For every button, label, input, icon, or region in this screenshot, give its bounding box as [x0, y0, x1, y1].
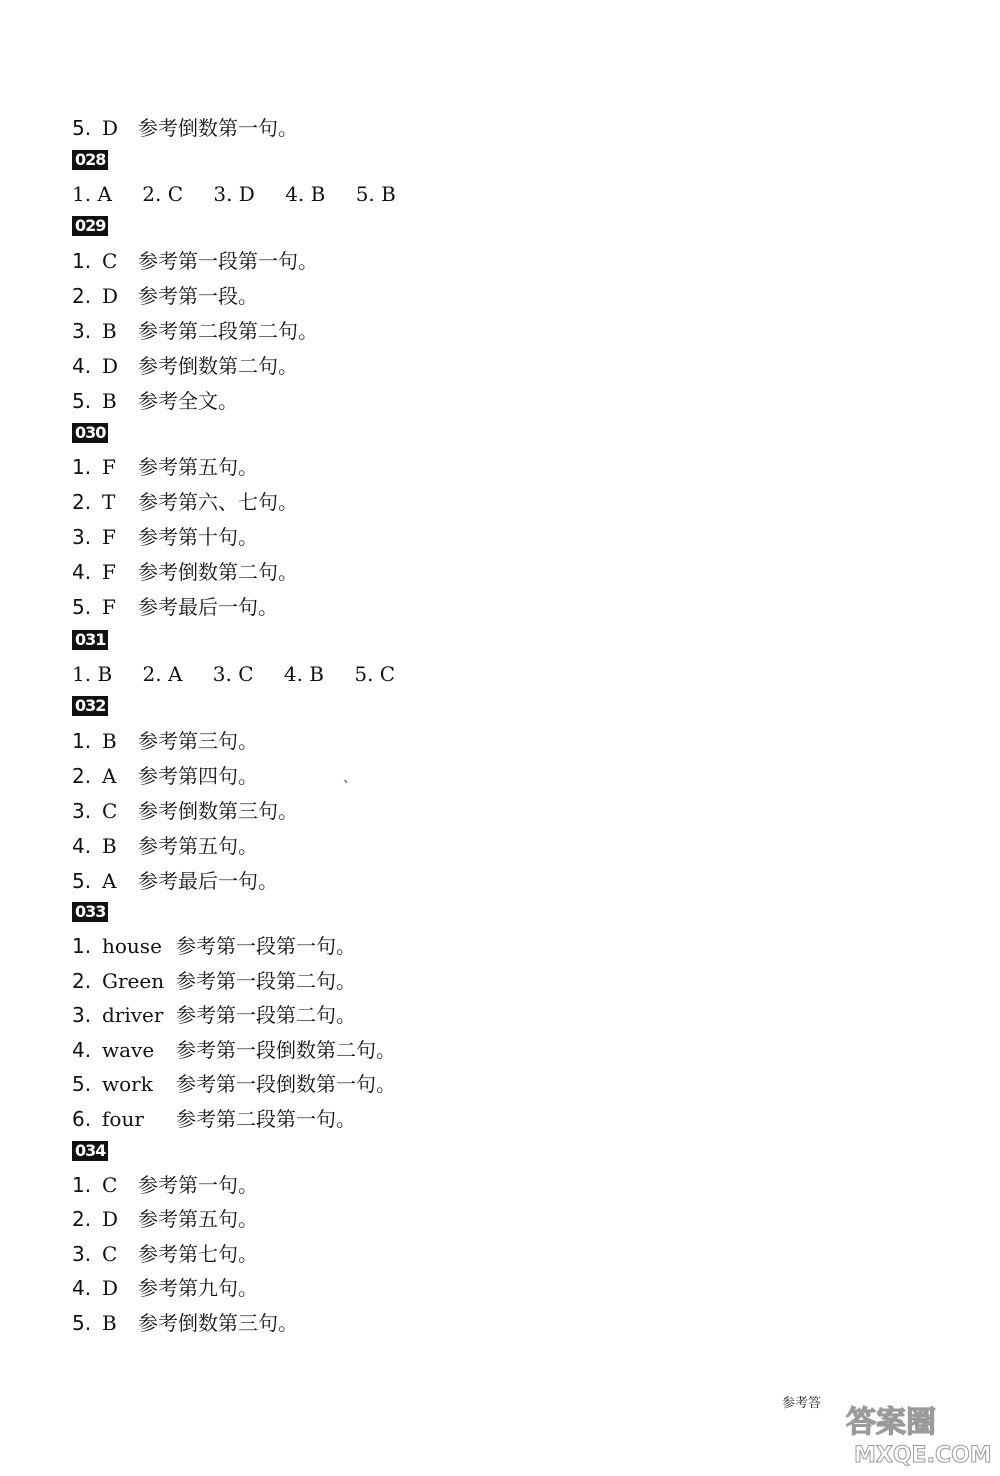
answer-note: 参考全文。	[138, 389, 238, 413]
answer-note: 参考第三句。	[138, 729, 258, 753]
answer: C	[102, 799, 118, 823]
answer-note: 参考倒数第二句。	[138, 560, 298, 584]
answer-note: 参考第四句。	[138, 764, 258, 788]
watermark-url: MXQE.COM	[854, 1443, 992, 1468]
answer: A	[102, 869, 117, 893]
section-label-033: 033	[72, 902, 108, 922]
answer-row	[72, 866, 278, 896]
answer-note: 参考第十句。	[138, 525, 258, 549]
answer: T	[102, 490, 116, 514]
answer-note: 参考第二段第二句。	[138, 319, 318, 343]
answer-note: 参考第一段第一句。	[138, 249, 318, 273]
answer-row	[72, 831, 258, 861]
answer-note: 参考第一段第一句。	[176, 934, 356, 958]
question-number: 5.	[72, 116, 92, 140]
question-number: 3.	[72, 319, 92, 343]
answer-row	[72, 966, 356, 996]
answer-note: 参考第二段第一句。	[176, 1107, 356, 1131]
watermark-text: 答案圈	[846, 1405, 936, 1440]
section-label-032: 032	[72, 696, 108, 716]
answer-note: 参考倒数第二句。	[138, 354, 298, 378]
question-number: 3.	[72, 525, 92, 549]
answer-row	[72, 452, 258, 482]
question-number: 1.	[72, 934, 92, 958]
answer-note: 参考第一段。	[138, 284, 258, 308]
answer: F	[102, 595, 116, 619]
answer-line-028	[72, 179, 420, 209]
answer-row	[72, 487, 298, 517]
answer-item: 3. D	[213, 182, 255, 206]
answer-note: 参考第六、七句。	[138, 490, 298, 514]
question-number: 2.	[72, 1207, 92, 1231]
answer: B	[102, 729, 117, 753]
question-number: 5.	[72, 595, 92, 619]
answer: driver	[102, 1003, 164, 1027]
question-number: 4.	[72, 834, 92, 858]
answer: F	[102, 455, 116, 479]
question-number: 2.	[72, 764, 92, 788]
answer-row	[72, 592, 278, 622]
answer-note: 参考第一段第二句。	[176, 969, 356, 993]
question-number: 5.	[72, 1311, 92, 1335]
answer: D	[102, 116, 119, 140]
answer: C	[102, 1242, 118, 1266]
answer-note: 参考最后一句。	[138, 869, 278, 893]
answer-row	[72, 1273, 258, 1303]
question-number: 6.	[72, 1107, 92, 1131]
answer-row	[72, 1069, 396, 1099]
answer: C	[102, 1173, 118, 1197]
answer-note: 参考倒数第三句。	[138, 1311, 298, 1335]
answer: Green	[102, 969, 165, 993]
answer: house	[102, 934, 162, 958]
answer-row	[72, 351, 298, 381]
answer-line-031	[72, 659, 419, 689]
question-number: 1.	[72, 249, 92, 273]
answer-row	[72, 316, 318, 346]
answer: work	[102, 1072, 153, 1096]
answer-item: 1. B	[72, 662, 113, 686]
question-number: 3.	[72, 1003, 92, 1027]
answer-item: 2. C	[142, 182, 183, 206]
answer-row	[72, 246, 318, 276]
answer-item: 5. B	[355, 182, 396, 206]
answer-row	[72, 1035, 396, 1065]
answer-note: 参考第一段倒数第二句。	[176, 1038, 396, 1062]
answer-item: 4. B	[283, 662, 324, 686]
answer-row	[72, 1239, 258, 1269]
answer-row	[72, 1000, 356, 1030]
answer-row	[72, 1104, 356, 1134]
question-number: 2.	[72, 969, 92, 993]
answer: D	[102, 1276, 119, 1300]
stray-mark: 、	[343, 770, 357, 786]
answer-row	[72, 1204, 258, 1234]
answer-note: 参考第五句。	[138, 1207, 258, 1231]
question-number: 1.	[72, 729, 92, 753]
answer: four	[102, 1107, 144, 1131]
question-number: 4.	[72, 560, 92, 584]
answer-row	[72, 281, 258, 311]
answer-note: 参考第五句。	[138, 455, 258, 479]
answer-note: 参考第七句。	[138, 1242, 258, 1266]
question-number: 3.	[72, 799, 92, 823]
answer-row	[72, 726, 258, 756]
section-label-034: 034	[72, 1141, 108, 1161]
answer: D	[102, 284, 119, 308]
answer-row	[72, 522, 258, 552]
answer: B	[102, 389, 117, 413]
watermark-logo	[818, 1396, 994, 1472]
answer-item: 5. C	[354, 662, 396, 686]
answer: F	[102, 560, 116, 584]
page-footer-label: 参考答	[782, 1396, 822, 1411]
answer-row	[72, 557, 298, 587]
answer: D	[102, 354, 119, 378]
answer-note: 参考第五句。	[138, 834, 258, 858]
answer-item: 3. C	[212, 662, 254, 686]
answer: B	[102, 1311, 117, 1335]
section-label-030: 030	[72, 423, 108, 443]
answer: B	[102, 834, 117, 858]
answer: wave	[102, 1038, 155, 1062]
question-number: 1.	[72, 1173, 92, 1197]
answer-row	[72, 113, 298, 143]
answer-item: 1. A	[72, 182, 112, 206]
section-label-031: 031	[72, 630, 108, 650]
answer-note: 参考倒数第三句。	[138, 799, 298, 823]
question-number: 3.	[72, 1242, 92, 1266]
answer-note: 参考第九句。	[138, 1276, 258, 1300]
answer-row	[72, 386, 238, 416]
answer-row	[72, 1308, 298, 1338]
question-number: 4.	[72, 354, 92, 378]
answer: B	[102, 319, 117, 343]
section-label-028: 028	[72, 150, 108, 170]
question-number: 4.	[72, 1038, 92, 1062]
answer: D	[102, 1207, 119, 1231]
answer-row	[72, 761, 258, 791]
answer: A	[102, 764, 117, 788]
answer: F	[102, 525, 116, 549]
answer-item: 2. A	[142, 662, 183, 686]
answer: C	[102, 249, 118, 273]
answer-note: 参考倒数第一句。	[138, 116, 298, 140]
answer-note: 参考第一段倒数第一句。	[176, 1072, 396, 1096]
question-number: 1.	[72, 455, 92, 479]
answer-row	[72, 1170, 258, 1200]
answer-item: 4. B	[285, 182, 326, 206]
answer-note: 参考第一句。	[138, 1173, 258, 1197]
section-label-029: 029	[72, 216, 108, 236]
question-number: 4.	[72, 1276, 92, 1300]
question-number: 2.	[72, 490, 92, 514]
answer-note: 参考最后一句。	[138, 595, 278, 619]
question-number: 5.	[72, 1072, 92, 1096]
answer-note: 参考第一段第二句。	[176, 1003, 356, 1027]
answer-row	[72, 796, 298, 826]
question-number: 5.	[72, 869, 92, 893]
question-number: 2.	[72, 284, 92, 308]
answer-row	[72, 931, 356, 961]
question-number: 5.	[72, 389, 92, 413]
